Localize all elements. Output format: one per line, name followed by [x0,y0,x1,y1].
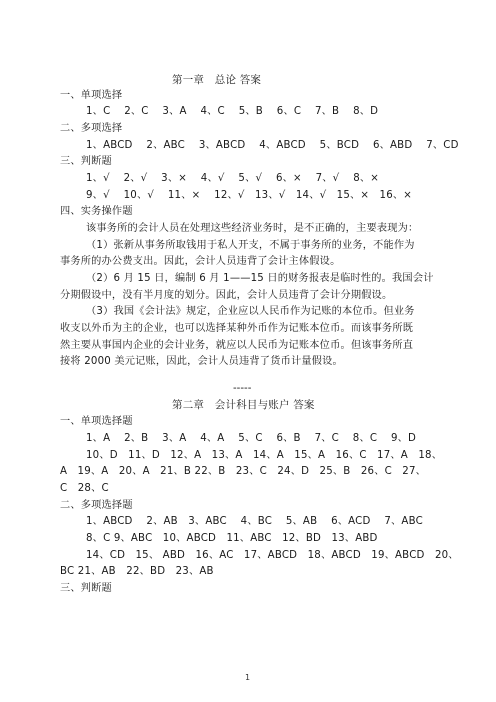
ch1-section4-p2-line2: 分期假设中，没有半月度的划分。因此，会计人员违背了会计分期假设。 [60,290,393,301]
ch2-section1-heading: 一、单项选择题 [60,416,133,427]
ch1-section4-intro: 该事务所的会计人员在处理这些经济业务时，是不正确的，主要表现为： [86,223,419,234]
ch2-section2-line1: 1、ABCD 2、AB 3、ABC 4、BC 5、AB 6、ACD 7、ABC [86,516,423,527]
ch1-section1-heading: 一、单项选择 [60,90,123,101]
ch2-section3-heading: 三、判断题 [60,583,112,594]
chapter1-title: 第一章 总论 答案 [172,74,262,86]
ch1-section4-heading: 四、实务操作题 [60,206,133,217]
ch1-section4-p3-line3: 然主要从事国内企业的会计业务，就应以人民币为记账本位币。但该事务所直 [60,340,414,351]
ch2-section2-line3: 14、CD 15、 ABD 16、AC 17、ABCD 18、ABCD 19、ABCD 20、 [86,550,459,561]
ch2-section1-line2: 10、D 11、D 12、A 13、A 14、A 15、A 16、C 17、A 18、 [86,450,443,461]
ch1-section1-answers: 1、C 2、C 3、A 4、C 5、B 6、C 7、B 8、D [86,106,379,117]
ch1-section4-p1-line2: 事务所的办公费支出。因此，会计人员违背了会计主体假设。 [60,256,341,267]
ch2-section1-line4: C 28、C [60,483,109,494]
ch2-section2-line2: 8、C 9、ABC 10、ABCD 11、ABC 12、BD 13、ABD [86,533,378,544]
ch1-section4-p1-line1: （1）张新从事务所取钱用于私人开支，不属于事务所的业务，不能作为 [86,240,415,251]
ch1-section2-heading: 二、多项选择 [60,123,123,134]
ch2-section2-heading: 二、多项选择题 [60,500,133,511]
ch2-section1-line3: A 19、A 20、A 21、B 22、B 23、C 24、D 25、B 26、C 27、 [60,466,427,477]
ch1-section3-line1: 1、√ 2、√ 3、× 4、√ 5、√ 6、× 7、√ 8、× [86,173,379,184]
ch1-section3-heading: 三、判断题 [60,156,112,167]
ch2-section2-line4: BC 21、AB 22、BD 23、AB [60,566,214,577]
ch1-section4-p3-line2: 收支以外币为主的企业，也可以选择某种外币作为记账本位币。而该事务所既 [60,323,414,334]
ch1-section2-answers: 1、ABCD 2、ABC 3、ABCD 4、ABCD 5、BCD 6、ABD 7、CD [86,140,459,151]
ch1-section4-p3-line4: 接将 2000 美元记账，因此，会计人员违背了货币计量假设。 [60,356,343,367]
chapter-separator: ----- [233,383,252,394]
ch1-section3-line2: 9、√ 10、√ 11、× 12、√ 13、√ 14、√ 15、× 16、× [86,190,413,201]
chapter2-title: 第二章 会计科目与账户 答案 [172,399,315,411]
ch2-section1-line1: 1、A 2、B 3、A 4、A 5、C 6、B 7、C 8、C 9、D [86,433,417,444]
ch1-section4-p2-line1: （2）6 月 15 日，编制 6 月 1——15 日的财务报表是临时性的。我国会计 [86,273,434,284]
page-number: 1 [245,673,251,682]
ch1-section4-p3-line1: （3）我国《会计法》规定，企业应以人民币作为记账的本位币。但业务 [86,306,415,317]
